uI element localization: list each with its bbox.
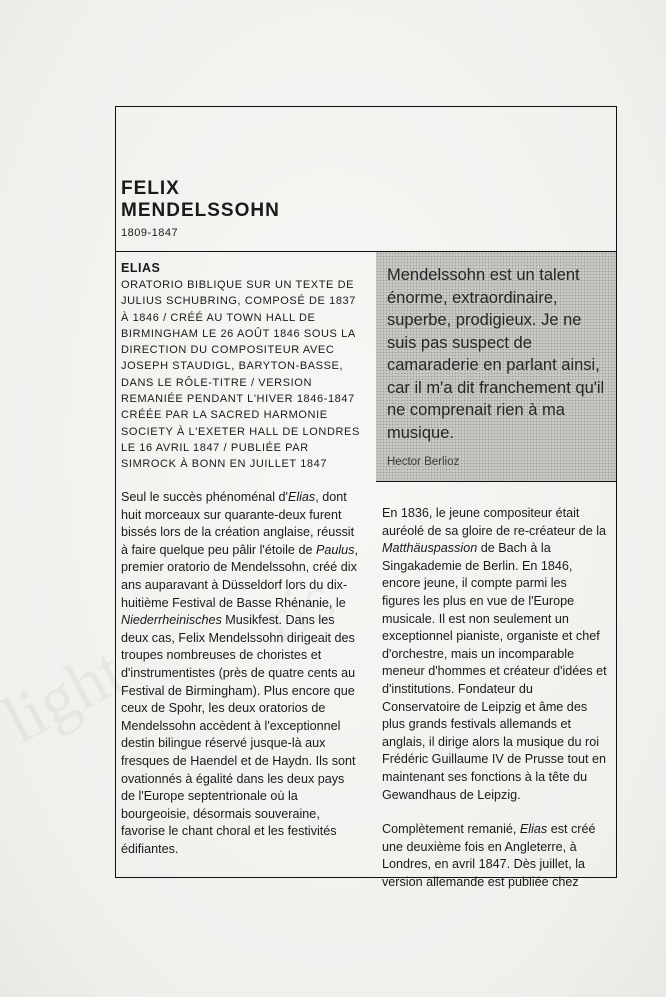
work-info — [121, 261, 365, 473]
composer-last-name: MENDELSSOHN — [121, 200, 280, 221]
article-frame — [115, 106, 617, 889]
work-details: ORATORIO BIBLIQUE SUR UN TEXTE DE JULIUS SCHUBRING, COMPOSÉ DE 1837 À 1846 / CRÉÉ AU TOWN HALL DE BIRMINGHAM LE 26 AOÛT 1846 SOUS LA DIRECTION DU COMPOSITEUR AVEC JOSEPH STAUDIGL, BARYTON-BASSE, DANS LE RÔLE-TITRE / VERSION REMANIÉE PENDANT L'HIVER 1846-1847 CRÉÉE PAR LA SACRED HARMONIE SOCIETY À L'EXETER HALL DE LONDRES LE 16 AVRIL 1847 / PUBLIÉE PAR SIMROCK À BONN EN JUILLET 1847 — [121, 279, 360, 471]
body-text: est créé une deuxième fois en Angleterre, à Londres, en avril 1847. Dès juillet, la version allemande est publiée chez — [382, 822, 596, 889]
composer-name — [121, 178, 280, 222]
body-text: de Bach à la Singakademie de Berlin. En 1846, encore jeune, il compte parmi les figures les plus en vue de l'Europe musicale. Il est non seulement un exceptionnel pianiste, organiste et chef d'orchestre, mais un incomparable meneur d'hommes et créateur d'idées et d'institutions. Fondateur du Conservatoire de Leipzig et âme des plus grands festivals allemands et anglais, il dirige alors la musique du roi Frédéric Guillaume IV de Prusse tout en maintenant ses fonctions à la tête du Gewandhaus de Leipzig. — [382, 541, 607, 802]
work-title: ELIAS — [121, 261, 161, 275]
composer-header — [116, 107, 616, 253]
body-paragraph — [382, 505, 608, 804]
body-text: Complètement remanié, — [382, 822, 520, 837]
body-column-left — [121, 489, 361, 875]
body-text: En 1836, le jeune compositeur était auréolé de sa gloire de re-créateur de la — [382, 506, 607, 538]
body-paragraph — [382, 821, 608, 891]
composer-first-name: FELIX — [121, 178, 180, 199]
work-reference: Elias — [519, 822, 548, 837]
body-text: , dont huit morceaux sur quarante-deux furent bissés lors de la création anglaise, réussit à faire quelque peu pâlir l'étoile de — [121, 490, 355, 557]
work-reference: Matthäuspassion — [382, 541, 478, 556]
body-paragraph — [121, 489, 361, 858]
festival-reference: Niederrheinisches — [121, 613, 222, 628]
quote-author: Hector Berlioz — [387, 456, 460, 468]
quote-text: Mendelssohn est un talent énorme, extraordinaire, superbe, prodigieux. Je ne suis pas suspect de camaraderie en parlant ainsi, car il m'a dit franchement qu'il ne comprenait rien à ma musique. — [387, 266, 605, 442]
work-reference: Paulus — [315, 542, 355, 557]
body-text: , premier oratorio de Mendelssohn, créé dix ans auparavant à Düsseldorf lors du dix-huitième Festival de Basse Rhénanie, le — [121, 542, 358, 610]
quote-box — [376, 252, 616, 482]
body-text: Seul le succès phénoménal d' — [121, 490, 288, 504]
body-text: Musikfest. Dans les deux cas, Felix Mendelssohn dirigeait des troupes nombreuses de choristes et d'instrumentistes (près de quatre cents au Festival de Birmingham). Plus encore que ceux de Spohr, les deux oratorios de Mendelssohn accèdent à l'exceptionnel destin bilingue réservé jusque-là aux fresques de Haendel et de Haydn. Ils sont ovationnés à égalité dans les deux pays de l'Europe septentrionale où la bourgeoisie, désormais souveraine, favorise le chant choral et les festivités édifiantes. — [121, 613, 356, 856]
composer-dates: 1809-1847 — [121, 227, 179, 239]
body-column-right — [382, 505, 608, 908]
work-reference: Elias — [287, 490, 316, 504]
